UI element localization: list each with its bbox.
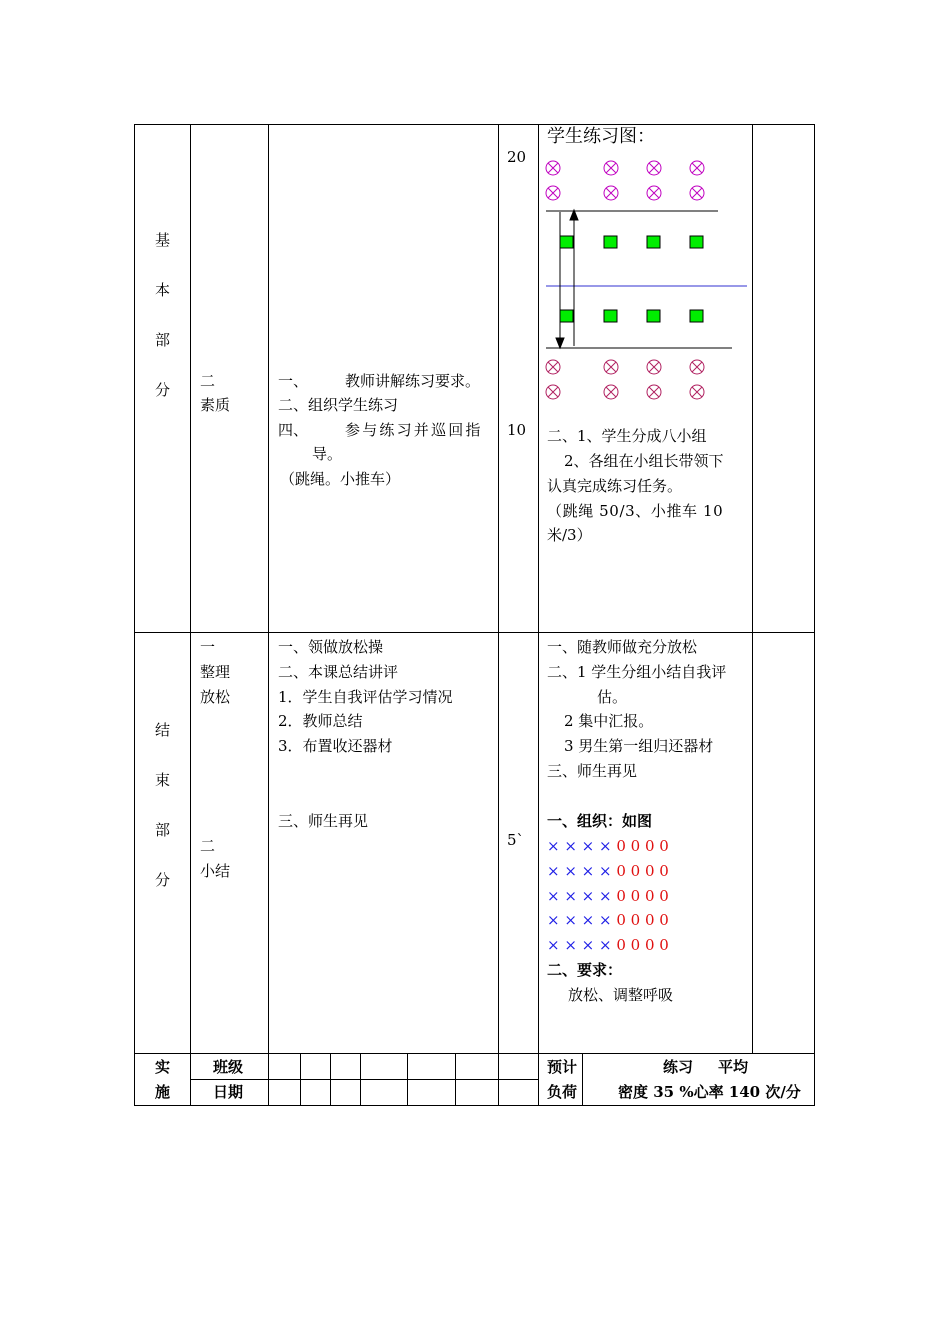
time-value: 5` <box>507 831 525 849</box>
student-text: 二、1、学生分成八小组 <box>547 427 707 445</box>
circle-x-icon <box>604 186 618 200</box>
student-text: （跳绳 50/3、小推车 10 <box>547 502 724 520</box>
cross-marks: × × × × <box>547 936 612 954</box>
circle-x-icon <box>604 161 618 175</box>
teacher-text: 一、 <box>278 372 309 390</box>
zero-marks: 0 0 0 0 <box>616 887 669 905</box>
circle-x-icon <box>546 360 560 374</box>
circle-x-icon <box>604 385 618 399</box>
content-number: 一 <box>200 638 216 656</box>
content-number: 二 <box>200 837 216 855</box>
student-text: 米/3） <box>547 526 592 544</box>
zero-marks: 0 0 0 0 <box>616 911 669 929</box>
cross-marks: × × × × <box>547 887 612 905</box>
circle-x-icon <box>604 360 618 374</box>
square-icon <box>647 310 660 322</box>
section-label-char: 结 <box>155 721 171 739</box>
impl-label: 实 <box>155 1058 171 1076</box>
teacher-text: 3．布置收还器材 <box>278 737 393 755</box>
section-label-char: 部 <box>155 821 171 839</box>
circle-x-icon <box>647 186 661 200</box>
square-icon <box>604 310 617 322</box>
formation-row <box>547 859 669 883</box>
practice-diagram <box>538 150 752 410</box>
section-label-char: 分 <box>155 381 171 399</box>
teacher-text: 导。 <box>312 445 343 463</box>
square-icon <box>560 236 573 248</box>
cross-marks: × × × × <box>547 862 612 880</box>
content-name: 放松 <box>200 688 231 706</box>
content-name: 整理 <box>200 663 231 681</box>
load-label: 预计 <box>547 1058 578 1076</box>
teacher-text: 1．学生自我评估学习情况 <box>278 688 453 706</box>
zero-marks: 0 0 0 0 <box>616 936 669 954</box>
impl-label: 施 <box>155 1083 171 1101</box>
student-text: 3 男生第一组归还器材 <box>564 737 714 755</box>
circle-x-icon <box>690 161 704 175</box>
teacher-text: 一、领做放松操 <box>278 638 384 656</box>
square-icon <box>690 310 703 322</box>
formation-row <box>547 834 669 858</box>
formation-row <box>547 884 669 908</box>
student-text: 认真完成练习任务。 <box>547 477 683 495</box>
square-icon <box>690 236 703 248</box>
content-name: 素质 <box>200 396 231 414</box>
cross-marks: × × × × <box>547 837 612 855</box>
circle-x-icon <box>647 360 661 374</box>
section-label-char: 束 <box>155 771 171 789</box>
teacher-text: 2．教师总结 <box>278 712 363 730</box>
circle-x-icon <box>647 161 661 175</box>
student-text: 二、1 学生分组小结自我评 <box>547 663 727 681</box>
circle-x-icon <box>690 385 704 399</box>
circle-x-icon <box>647 385 661 399</box>
zero-marks: 0 0 0 0 <box>616 837 669 855</box>
square-icon <box>604 236 617 248</box>
teacher-text: 三、师生再见 <box>278 812 369 830</box>
section-label-char: 分 <box>155 871 171 889</box>
circle-markers-lower <box>546 360 704 399</box>
student-text: 三、师生再见 <box>547 762 638 780</box>
section-label-char: 本 <box>155 281 171 299</box>
load-label: 负荷 <box>547 1083 578 1101</box>
cross-marks: × × × × <box>547 911 612 929</box>
average-label: 平均 <box>718 1058 749 1076</box>
teacher-text: （跳绳。小推车） <box>280 470 401 488</box>
circle-x-icon <box>690 186 704 200</box>
requirements-title: 二、要求： <box>547 961 623 979</box>
arrow-icon <box>556 210 578 348</box>
zero-marks: 0 0 0 0 <box>616 862 669 880</box>
square-icon <box>647 236 660 248</box>
teacher-text: 四、 <box>278 421 309 439</box>
requirements-text: 放松、调整呼吸 <box>568 986 674 1004</box>
content-name: 小结 <box>200 862 231 880</box>
time-value: 10 <box>507 421 527 439</box>
formation-row <box>547 933 669 957</box>
student-text: 2 集中汇报。 <box>564 712 654 730</box>
date-label: 日期 <box>213 1083 244 1101</box>
student-text: 一、随教师做充分放松 <box>547 638 698 656</box>
diagram-title: 学生练习图： <box>547 126 655 147</box>
section-label-char: 部 <box>155 331 171 349</box>
circle-x-icon <box>546 161 560 175</box>
content-number: 二 <box>200 372 216 390</box>
student-text: 估。 <box>597 688 628 706</box>
circle-x-icon <box>690 360 704 374</box>
teacher-text: 教师讲解练习要求。 <box>345 372 481 390</box>
teacher-text: 二、组织学生练习 <box>278 396 399 414</box>
section-label-char: 基 <box>155 231 171 249</box>
formation-row <box>547 908 669 932</box>
square-icon <box>560 310 573 322</box>
teacher-text: 二、本课总结讲评 <box>278 663 399 681</box>
class-label: 班级 <box>213 1058 244 1076</box>
time-value: 20 <box>507 148 527 166</box>
teacher-text: 参与练习并巡回指 <box>345 421 483 439</box>
circle-markers-upper <box>546 161 704 200</box>
student-text: 2、各组在小组长带领下 <box>564 452 724 470</box>
circle-x-icon <box>546 385 560 399</box>
density-line: 密度 35 %心率 140 次/分 <box>618 1083 801 1101</box>
organization-title: 一、组织：如图 <box>547 812 653 830</box>
practice-label: 练习 <box>663 1058 694 1076</box>
square-markers <box>560 236 703 322</box>
circle-x-icon <box>546 186 560 200</box>
